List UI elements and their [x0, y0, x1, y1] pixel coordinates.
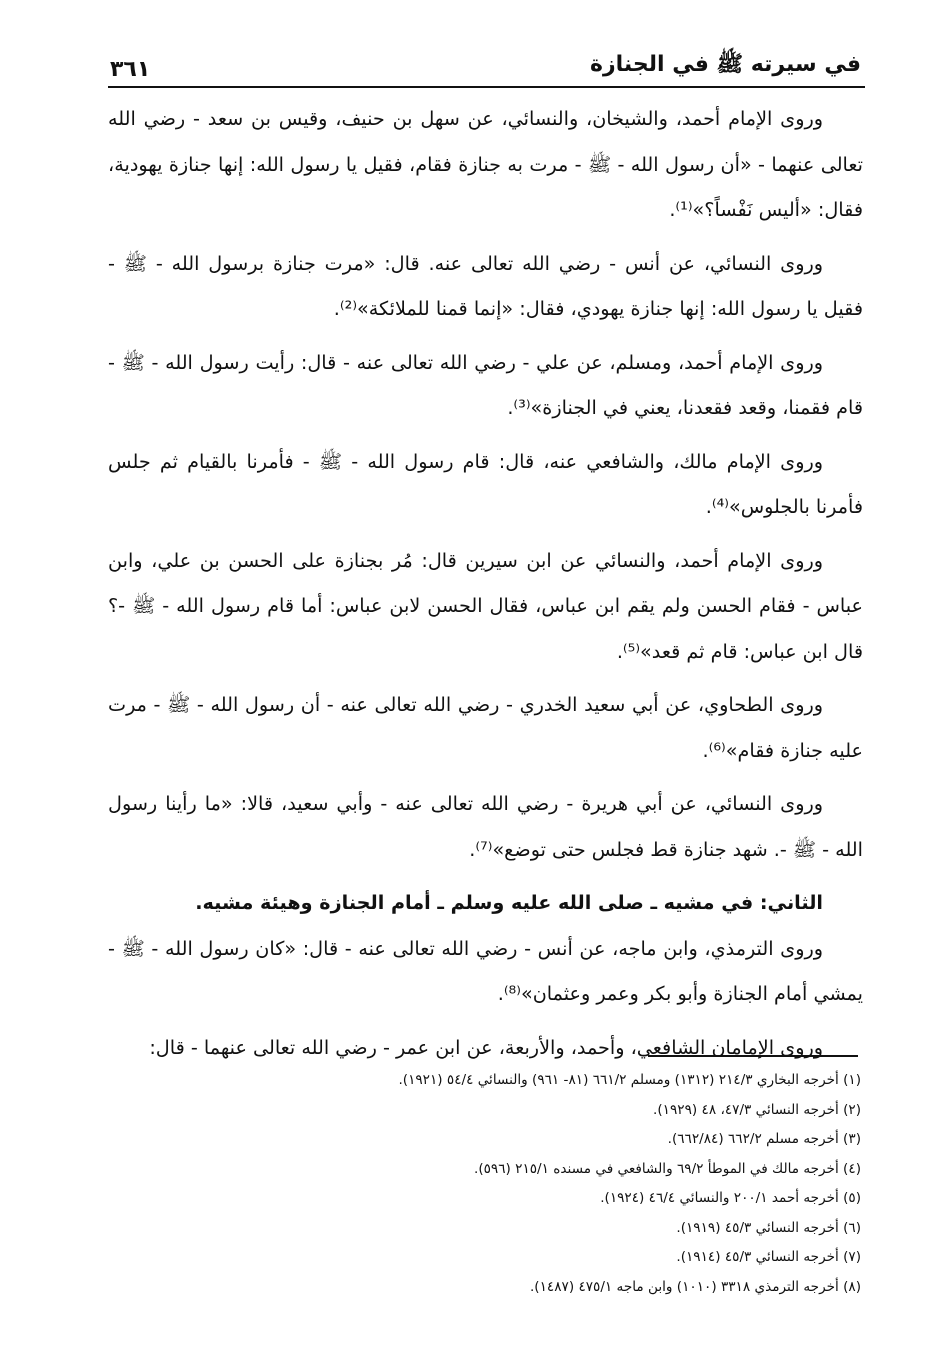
footnote: (٦) أخرجه النسائي ٤٥/٣ (١٩١٩).: [676, 1219, 861, 1236]
footnote-divider: [648, 1055, 858, 1057]
running-title: في سيرته ﷺ في الجنازة: [590, 52, 861, 77]
paragraph: وروى الإمام أحمد، والنسائي عن ابن سيرين قال: مُر بجنازة على الحسن بن علي، وابن عباس - فقام الحسن ولم يقم ابن عباس، فقال الحسن لابن عباس: أما قام رسول الله - ﷺ -؟ قال ابن عباس: قام ثم قعد»⁽⁵⁾.: [108, 548, 863, 663]
paragraph: وروى النسائي، عن أنس - رضي الله تعالى عنه. قال: «مرت جنازة برسول الله - ﷺ - فقيل يا رسول الله: إنها جنازة يهودي، فقال: «إنما قمنا للملائكة»⁽²⁾.: [108, 251, 863, 320]
paragraph: وروى الإمام مالك، والشافعي عنه، قال: قام رسول الله - ﷺ - فأمرنا بالقيام ثم جلس فأمرنا بالجلوس»⁽⁴⁾.: [108, 449, 863, 518]
header-divider: [108, 86, 865, 88]
page-header: [110, 38, 861, 82]
footnote: (٧) أخرجه النسائي ٤٥/٣ (١٩١٤).: [676, 1249, 861, 1265]
footnote: (٣) أخرجه مسلم ٦٦٢/٢ (٦٦٢/٨٤).: [667, 1131, 861, 1147]
paragraph: وروى الإمام أحمد، والشيخان، والنسائي، عن سهل بن حنيف، وقيس بن سعد - رضي الله تعالى عنهما - «أن رسول الله - ﷺ - مرت به جنازة فقام، فقيل يا رسول الله: إنها جنازة يهودية، فقال: «أليس نَفْساً؟»⁽¹⁾.: [108, 107, 863, 221]
main-text: [108, 96, 863, 1070]
paragraph: وروى الإمامان الشافعي، وأحمد، والأربعة، عن ابن عمر - رضي الله تعالى عنهما - قال:: [149, 1035, 823, 1059]
page-number: ٣٦١: [110, 57, 151, 82]
footnote: (٢) أخرجه النسائي ٤٧/٣، ٤٨ (١٩٢٩).: [653, 1101, 861, 1118]
footnote: (٥) أخرجه أحمد ٢٠٠/١ والنسائي ٤٦/٤ (١٩٢٤).: [600, 1190, 861, 1206]
paragraph: وروى الطحاوي، عن أبي سعيد الخدري - رضي الله تعالى عنه - أن رسول الله - ﷺ - مرت عليه جنازة فقام»⁽⁶⁾.: [108, 693, 863, 762]
paragraph: وروى الترمذي، وابن ماجه، عن أنس - رضي الله تعالى عنه - قال: «كان رسول الله - ﷺ - يمشي أمام الجنازة وأبو بكر وعمر وعثمان»⁽⁸⁾.: [108, 936, 863, 1005]
footnote: (٤) أخرجه مالك في الموطأ ٦٩/٢ والشافعي في مسنده ٢١٥/١ (٥٩٦).: [474, 1160, 861, 1177]
footnote: (١) أخرجه البخاري ٢١٤/٣ (١٣١٢) ومسلم ٦٦١/٢ (٨١- ٩٦١) والنسائي ٥٤/٤ (١٩٢١).: [398, 1072, 861, 1088]
footnotes: [160, 1066, 861, 1302]
paragraph: وروى النسائي، عن أبي هريرة - رضي الله تعالى عنه - وأبي سعيد، قالا: «ما رأينا رسول الله - ﷺ -. شهد جنازة قط فجلس حتى توضع»⁽⁷⁾.: [108, 792, 863, 861]
footnote: (٨) أخرجه الترمذي ٣٣١٨ (١٠١٠) وابن ماجه ٤٧٥/١ (١٤٨٧).: [529, 1278, 861, 1295]
paragraph: وروى الإمام أحمد، ومسلم، عن علي - رضي الله تعالى عنه - قال: رأيت رسول الله - ﷺ - قام فقمنا، وقعد فقعدنا، يعني في الجنازة»⁽³⁾.: [108, 350, 863, 419]
section-heading: الثاني: في مشيه ـ صلى الله عليه وسلم ـ أمام الجنازة وهيئة مشيه.: [195, 891, 823, 914]
